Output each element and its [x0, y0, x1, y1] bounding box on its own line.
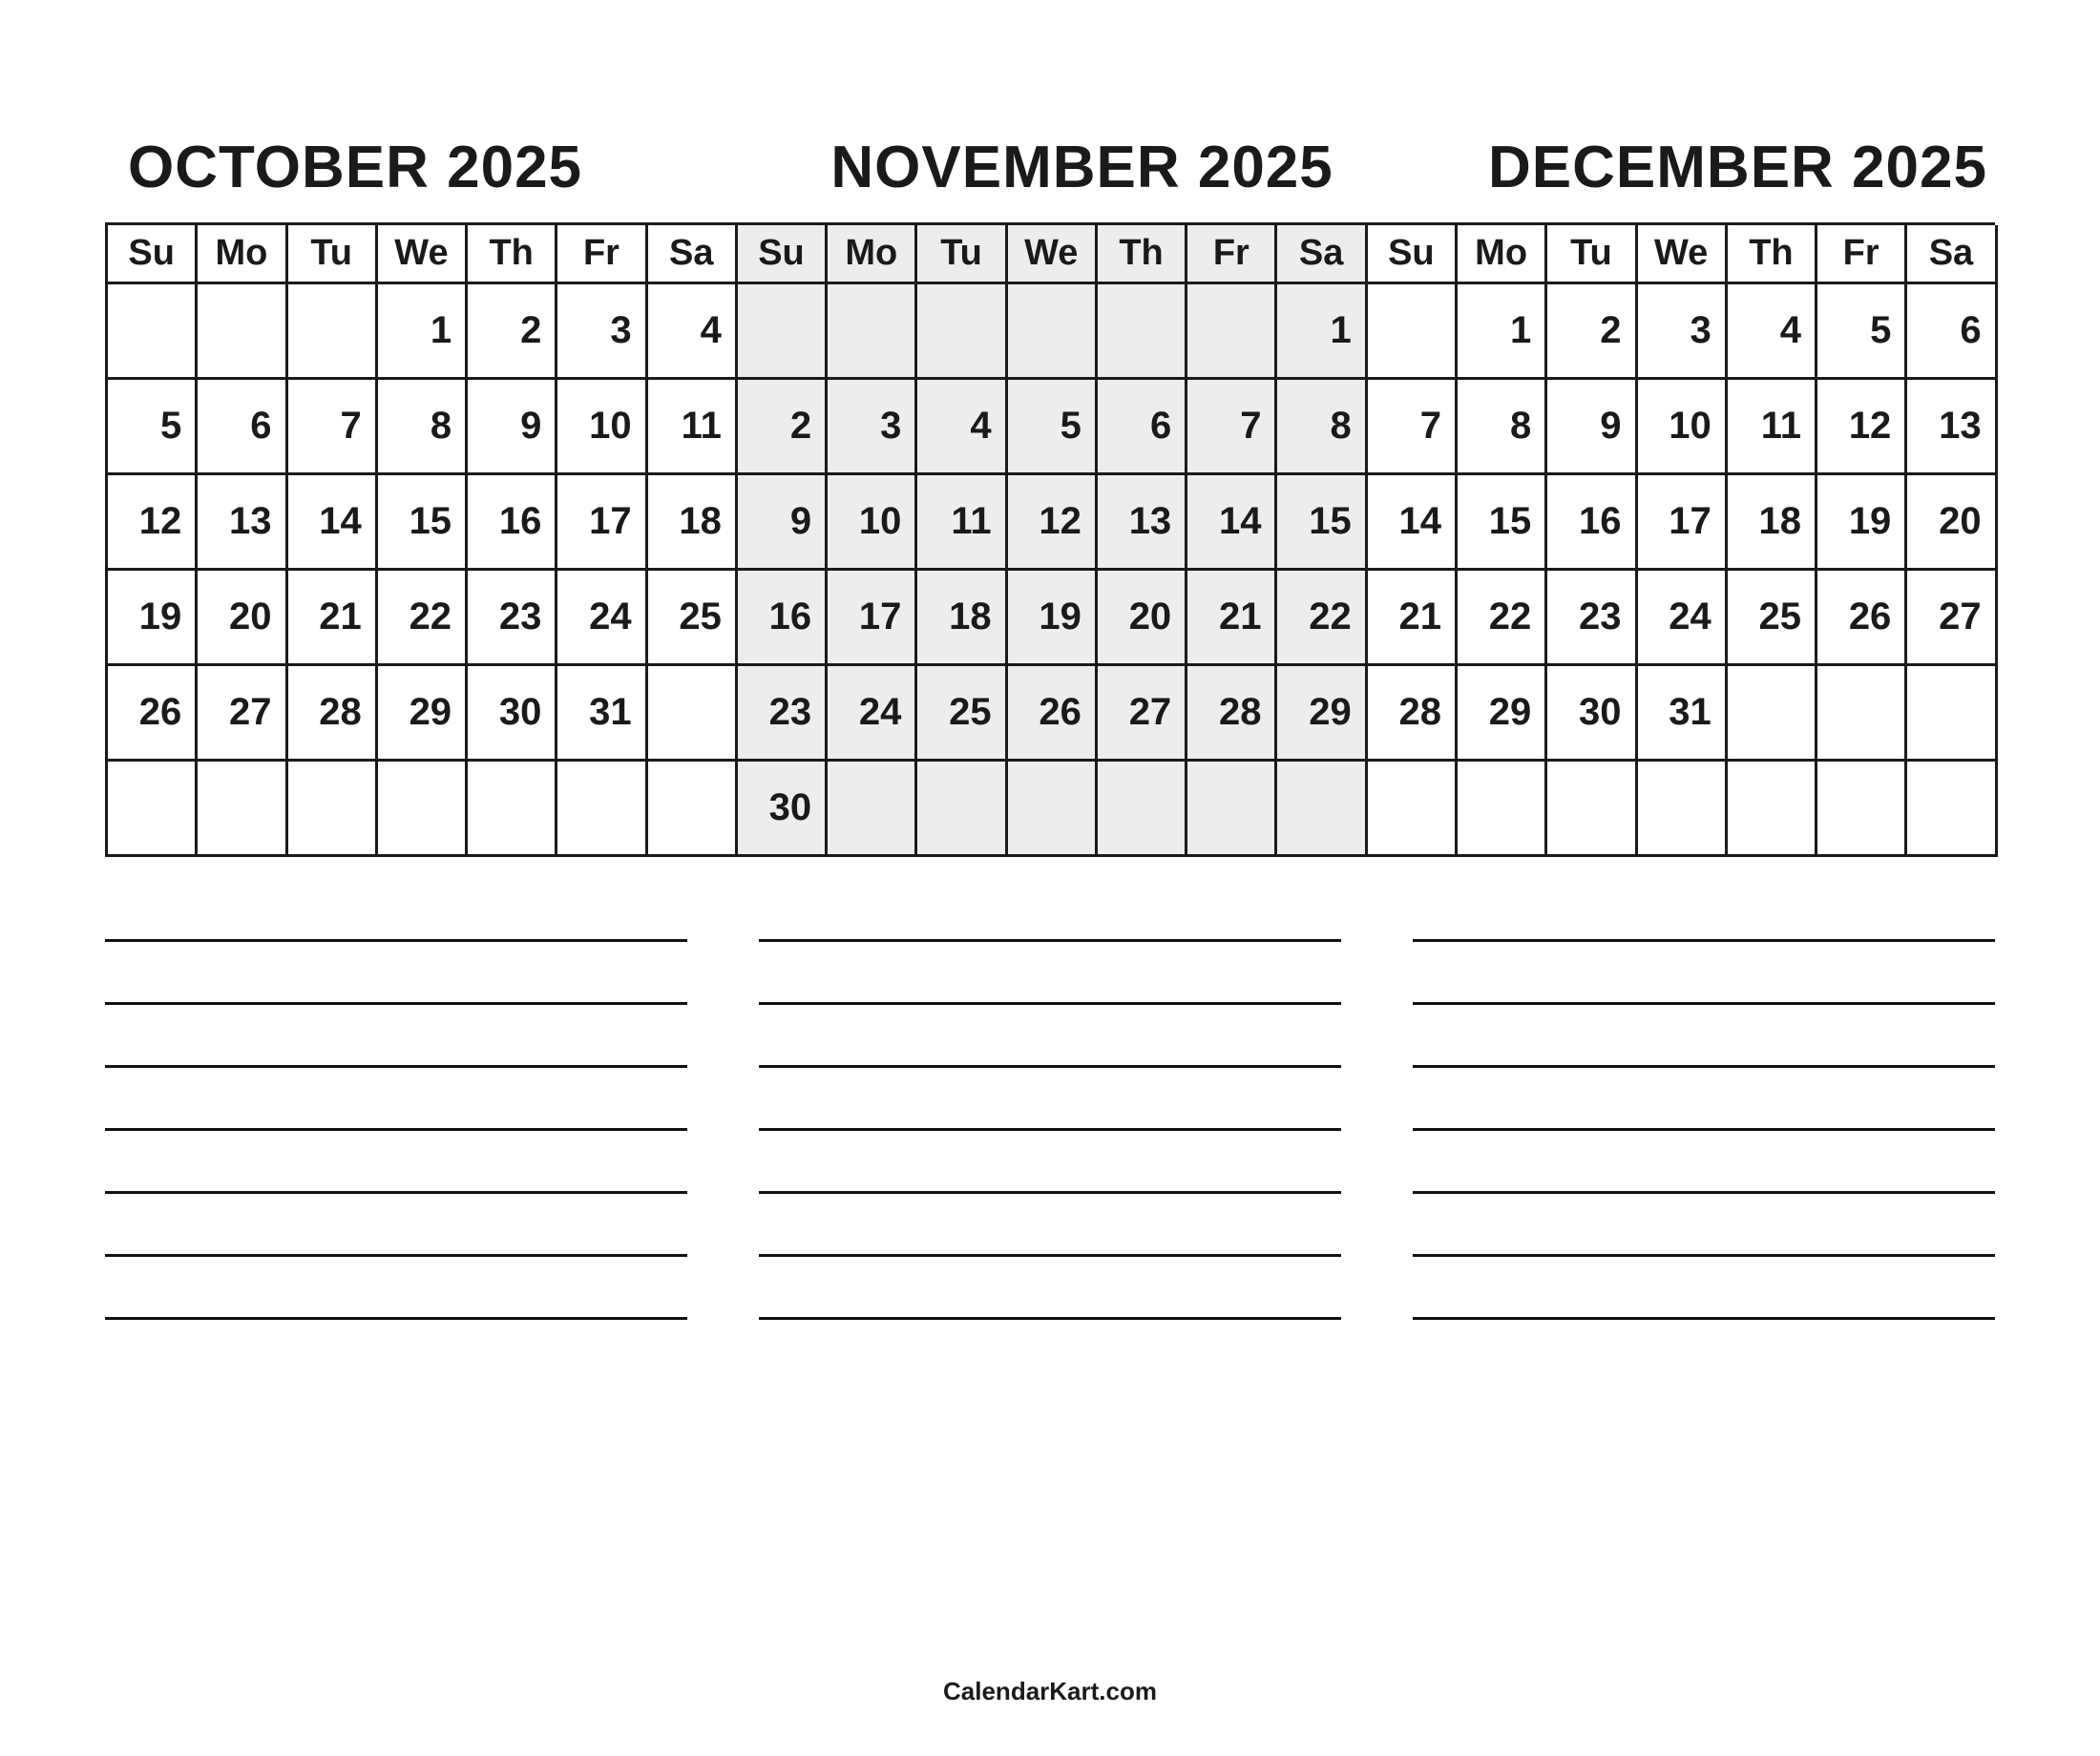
day-cell[interactable]: 17	[1638, 475, 1728, 571]
notes-column	[1413, 939, 1995, 1320]
weekday-header-cell: Th	[1728, 225, 1817, 284]
month-october	[108, 225, 738, 857]
day-cell[interactable]: 29	[378, 666, 468, 762]
notes-column	[759, 939, 1341, 1320]
weekday-header-cell: Su	[738, 225, 828, 284]
note-line[interactable]	[759, 1317, 1341, 1320]
day-cell[interactable]: 14	[288, 475, 378, 571]
note-line[interactable]	[105, 939, 687, 942]
day-cell[interactable]: 10	[557, 380, 647, 475]
day-cell[interactable]: 30	[468, 666, 557, 762]
day-cell[interactable]: 20	[1098, 571, 1187, 666]
weekday-header-cell: Sa	[648, 225, 738, 284]
day-cell[interactable]: 10	[828, 475, 917, 571]
month-title-october: OCTOBER 2025	[128, 135, 583, 200]
note-line[interactable]	[1413, 1317, 1995, 1320]
note-line[interactable]	[1413, 1191, 1995, 1194]
week-row	[108, 762, 738, 857]
empty-day-cell	[198, 762, 287, 857]
month-december	[1368, 225, 1998, 857]
week-row	[738, 380, 1368, 475]
weekday-header-cell: We	[378, 225, 468, 284]
week-row	[108, 284, 738, 380]
day-cell[interactable]: 29	[1458, 666, 1547, 762]
day-cell[interactable]: 15	[378, 475, 468, 571]
day-cell[interactable]: 7	[1368, 380, 1458, 475]
empty-day-cell	[557, 762, 647, 857]
day-cell[interactable]: 11	[648, 380, 738, 475]
empty-day-cell	[288, 762, 378, 857]
day-cell[interactable]: 26	[1008, 666, 1098, 762]
weekday-header-cell: Fr	[1187, 225, 1277, 284]
note-line[interactable]	[105, 1317, 687, 1320]
day-cell[interactable]: 24	[557, 571, 647, 666]
week-row	[108, 380, 738, 475]
empty-day-cell	[1187, 284, 1277, 380]
day-cell[interactable]: 22	[378, 571, 468, 666]
empty-day-cell	[198, 284, 287, 380]
day-cell[interactable]: 20	[1907, 475, 1997, 571]
day-cell[interactable]: 16	[468, 475, 557, 571]
day-cell[interactable]: 17	[828, 571, 917, 666]
week-row	[738, 475, 1368, 571]
empty-day-cell	[1368, 762, 1458, 857]
empty-day-cell	[288, 284, 378, 380]
note-line[interactable]	[105, 1002, 687, 1005]
weekday-header-cell: We	[1638, 225, 1728, 284]
week-row	[738, 284, 1368, 380]
day-cell[interactable]: 8	[1277, 380, 1367, 475]
note-line[interactable]	[105, 1065, 687, 1068]
day-cell[interactable]: 12	[1008, 475, 1098, 571]
day-cell[interactable]: 5	[108, 380, 198, 475]
calendar-page	[0, 134, 2100, 1756]
day-cell[interactable]: 13	[1907, 380, 1997, 475]
day-cell[interactable]: 19	[108, 571, 198, 666]
day-cell[interactable]: 1	[1458, 284, 1547, 380]
note-line[interactable]	[759, 1128, 1341, 1131]
day-cell[interactable]: 18	[648, 475, 738, 571]
week-row	[1368, 475, 1998, 571]
note-line[interactable]	[1413, 1002, 1995, 1005]
day-cell[interactable]: 22	[1458, 571, 1547, 666]
day-cell[interactable]: 10	[1638, 380, 1728, 475]
day-cell[interactable]: 19	[1817, 475, 1907, 571]
week-row	[108, 475, 738, 571]
month-title-november: NOVEMBER 2025	[830, 135, 1334, 200]
day-cell[interactable]: 25	[1728, 571, 1817, 666]
day-cell[interactable]: 14	[1368, 475, 1458, 571]
empty-day-cell	[1008, 762, 1098, 857]
day-cell[interactable]: 16	[1547, 475, 1637, 571]
day-cell[interactable]: 22	[1277, 571, 1367, 666]
day-cell[interactable]: 15	[1277, 475, 1367, 571]
weekday-header-cell: Tu	[1547, 225, 1637, 284]
day-cell[interactable]: 2	[1547, 284, 1637, 380]
week-row	[108, 666, 738, 762]
day-cell[interactable]: 26	[108, 666, 198, 762]
day-cell[interactable]: 23	[468, 571, 557, 666]
empty-day-cell	[468, 762, 557, 857]
day-cell[interactable]: 6	[198, 380, 287, 475]
day-cell[interactable]: 31	[557, 666, 647, 762]
day-cell[interactable]: 1	[378, 284, 468, 380]
week-row	[1368, 571, 1998, 666]
empty-day-cell	[1728, 666, 1817, 762]
empty-day-cell	[1907, 666, 1997, 762]
day-cell[interactable]: 9	[468, 380, 557, 475]
day-cell[interactable]: 20	[198, 571, 287, 666]
weekday-header-cell: Su	[1368, 225, 1458, 284]
day-cell[interactable]: 16	[738, 571, 828, 666]
day-cell[interactable]: 24	[828, 666, 917, 762]
day-cell[interactable]: 27	[1098, 666, 1187, 762]
day-cell[interactable]: 30	[1547, 666, 1637, 762]
day-cell[interactable]: 13	[1098, 475, 1187, 571]
empty-day-cell	[917, 284, 1007, 380]
day-cell[interactable]: 3	[828, 380, 917, 475]
weekday-header-cell: Sa	[1907, 225, 1997, 284]
day-cell[interactable]: 25	[648, 571, 738, 666]
day-cell[interactable]: 4	[917, 380, 1007, 475]
day-cell[interactable]: 26	[1817, 571, 1907, 666]
day-cell[interactable]: 14	[1187, 475, 1277, 571]
notes-column	[105, 939, 687, 1320]
empty-day-cell	[917, 762, 1007, 857]
empty-day-cell	[828, 284, 917, 380]
week-row	[738, 571, 1368, 666]
day-cell[interactable]: 5	[1008, 380, 1098, 475]
day-cell[interactable]: 27	[1907, 571, 1997, 666]
empty-day-cell	[648, 666, 738, 762]
day-cell[interactable]: 4	[648, 284, 738, 380]
empty-day-cell	[1458, 762, 1547, 857]
weekday-header-row	[738, 225, 1368, 284]
day-cell[interactable]: 18	[917, 571, 1007, 666]
empty-day-cell	[1187, 762, 1277, 857]
week-row	[738, 762, 1368, 857]
weekday-header-cell: Fr	[557, 225, 647, 284]
weekday-header-cell: Th	[1098, 225, 1187, 284]
weekday-header-cell: Su	[108, 225, 198, 284]
day-cell[interactable]: 21	[1187, 571, 1277, 666]
weekday-header-row	[1368, 225, 1998, 284]
day-cell[interactable]: 24	[1638, 571, 1728, 666]
empty-day-cell	[108, 284, 198, 380]
week-row	[1368, 380, 1998, 475]
empty-day-cell	[648, 762, 738, 857]
week-row	[108, 571, 738, 666]
empty-day-cell	[378, 762, 468, 857]
day-cell[interactable]: 8	[378, 380, 468, 475]
note-line[interactable]	[759, 1191, 1341, 1194]
empty-day-cell	[1728, 762, 1817, 857]
empty-day-cell	[1008, 284, 1098, 380]
week-row	[1368, 762, 1998, 857]
note-line[interactable]	[1413, 1254, 1995, 1257]
note-line[interactable]	[105, 1128, 687, 1131]
day-cell[interactable]: 31	[1638, 666, 1728, 762]
note-line[interactable]	[1413, 1065, 1995, 1068]
day-cell[interactable]: 3	[557, 284, 647, 380]
day-cell[interactable]: 18	[1728, 475, 1817, 571]
day-cell[interactable]: 23	[738, 666, 828, 762]
day-cell[interactable]: 4	[1728, 284, 1817, 380]
weekday-header-cell: Mo	[1458, 225, 1547, 284]
month-november	[738, 225, 1368, 857]
day-cell[interactable]: 12	[1817, 380, 1907, 475]
month-title-december: DECEMBER 2025	[1488, 135, 1987, 200]
day-cell[interactable]: 29	[1277, 666, 1367, 762]
weekday-header-cell: Mo	[828, 225, 917, 284]
notes-section	[105, 939, 1995, 1320]
empty-day-cell	[1368, 284, 1458, 380]
weekday-header-cell: Fr	[1817, 225, 1907, 284]
footer-branding: CalendarKart.com	[943, 1677, 1157, 1705]
weekday-header-cell: Mo	[198, 225, 287, 284]
note-line[interactable]	[105, 1191, 687, 1194]
day-cell[interactable]: 7	[288, 380, 378, 475]
empty-day-cell	[1277, 762, 1367, 857]
note-line[interactable]	[759, 939, 1341, 942]
day-cell[interactable]: 25	[917, 666, 1007, 762]
day-cell[interactable]: 8	[1458, 380, 1547, 475]
weekday-header-cell: Tu	[288, 225, 378, 284]
day-cell[interactable]: 17	[557, 475, 647, 571]
note-line[interactable]	[759, 1065, 1341, 1068]
day-cell[interactable]: 21	[288, 571, 378, 666]
weekday-header-cell: Tu	[917, 225, 1007, 284]
day-cell[interactable]: 11	[1728, 380, 1817, 475]
weekday-header-cell: Sa	[1277, 225, 1367, 284]
day-cell[interactable]: 3	[1638, 284, 1728, 380]
week-row	[738, 666, 1368, 762]
day-cell[interactable]: 28	[1187, 666, 1277, 762]
day-cell[interactable]: 11	[917, 475, 1007, 571]
empty-day-cell	[1098, 284, 1187, 380]
note-line[interactable]	[759, 1254, 1341, 1257]
empty-day-cell	[1817, 666, 1907, 762]
month-titles	[105, 134, 1995, 201]
empty-day-cell	[738, 284, 828, 380]
weekday-header-row	[108, 225, 738, 284]
day-cell[interactable]: 30	[738, 762, 828, 857]
day-cell[interactable]: 2	[468, 284, 557, 380]
empty-day-cell	[828, 762, 917, 857]
day-cell[interactable]: 12	[108, 475, 198, 571]
day-cell[interactable]: 21	[1368, 571, 1458, 666]
note-line[interactable]	[759, 1002, 1341, 1005]
day-cell[interactable]: 5	[1817, 284, 1907, 380]
day-cell[interactable]: 6	[1098, 380, 1187, 475]
empty-day-cell	[1817, 762, 1907, 857]
day-cell[interactable]: 2	[738, 380, 828, 475]
day-cell[interactable]: 6	[1907, 284, 1997, 380]
empty-day-cell	[1547, 762, 1637, 857]
day-cell[interactable]: 13	[198, 475, 287, 571]
day-cell[interactable]: 19	[1008, 571, 1098, 666]
empty-day-cell	[108, 762, 198, 857]
calendar-grid	[105, 222, 1995, 857]
empty-day-cell	[1638, 762, 1728, 857]
note-line[interactable]	[1413, 1128, 1995, 1131]
day-cell[interactable]: 15	[1458, 475, 1547, 571]
note-line[interactable]	[105, 1254, 687, 1257]
week-row	[1368, 666, 1998, 762]
day-cell[interactable]: 1	[1277, 284, 1367, 380]
day-cell[interactable]: 27	[198, 666, 287, 762]
day-cell[interactable]: 23	[1547, 571, 1637, 666]
week-row	[1368, 284, 1998, 380]
day-cell[interactable]: 28	[1368, 666, 1458, 762]
day-cell[interactable]: 9	[1547, 380, 1637, 475]
day-cell[interactable]: 7	[1187, 380, 1277, 475]
day-cell[interactable]: 9	[738, 475, 828, 571]
empty-day-cell	[1098, 762, 1187, 857]
weekday-header-cell: Th	[468, 225, 557, 284]
empty-day-cell	[1907, 762, 1997, 857]
day-cell[interactable]: 28	[288, 666, 378, 762]
note-line[interactable]	[1413, 939, 1995, 942]
weekday-header-cell: We	[1008, 225, 1098, 284]
